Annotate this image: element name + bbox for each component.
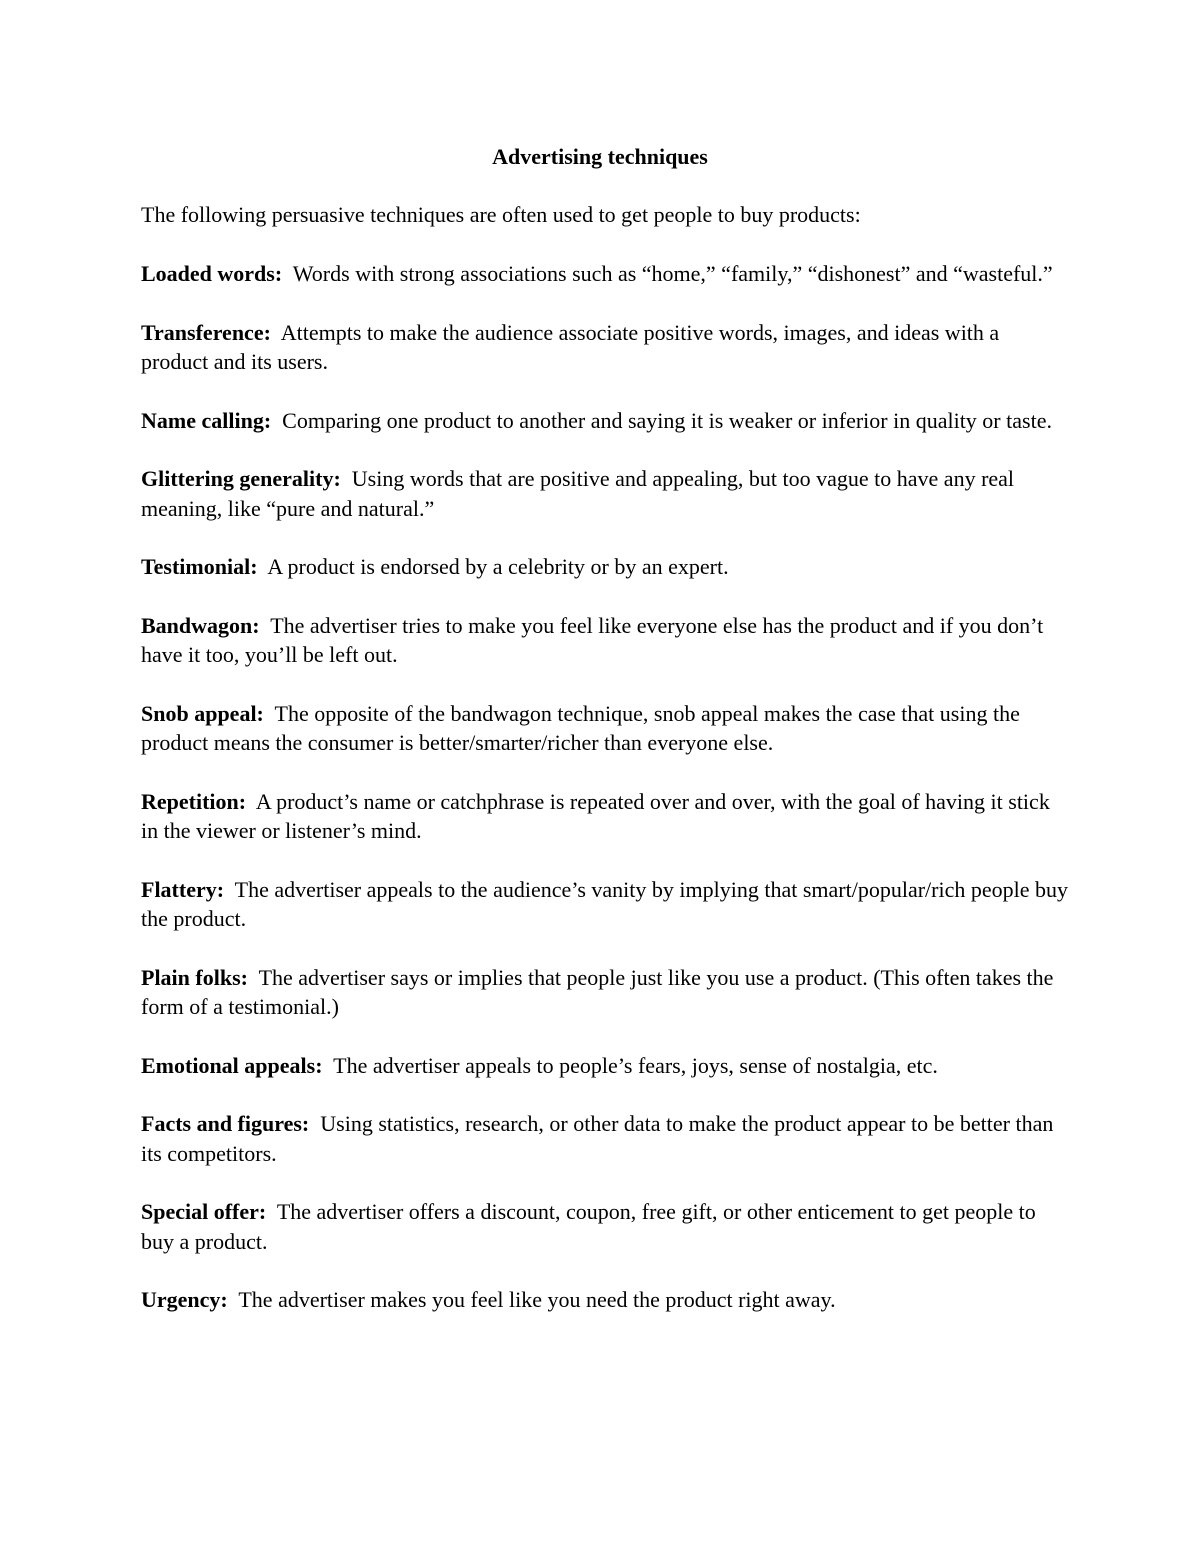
technique-term: Urgency: bbox=[141, 1287, 228, 1312]
technique-definition: Using words that are positive and appealing, but too vague to have any real meaning, like “pure and natural.” bbox=[141, 466, 1015, 521]
technique-item bbox=[141, 787, 1071, 846]
technique-term: Emotional appeals: bbox=[141, 1052, 323, 1078]
technique-definition: The advertiser appeals to people’s fears, joys, sense of nostalgia, etc. bbox=[333, 1052, 938, 1078]
technique-term: Flattery: bbox=[141, 876, 225, 902]
technique-term: Snob appeal: bbox=[141, 700, 264, 726]
technique-definition: The advertiser offers a discount, coupon, free gift, or other enticement to get people to buy a product. bbox=[141, 1199, 1036, 1254]
technique-item bbox=[141, 1197, 1071, 1256]
intro-paragraph: The following persuasive techniques are often used to get people to buy products: bbox=[141, 202, 861, 227]
technique-term: Bandwagon: bbox=[141, 612, 260, 638]
technique-definition: A product is endorsed by a celebrity or by an expert. bbox=[267, 554, 729, 579]
technique-term: Glittering generality: bbox=[141, 466, 341, 491]
technique-definition: Words with strong associations such as “home,” “family,” “dishonest” and “wasteful.” bbox=[292, 261, 1053, 286]
technique-definition: The opposite of the bandwagon technique, snob appeal makes the case that using the product means the consumer is better/smarter/richer than everyone else. bbox=[141, 700, 1020, 755]
technique-definition: The advertiser says or implies that people just like you use a product. (This often takes the form of a testimonial.) bbox=[141, 964, 1054, 1019]
technique-list bbox=[141, 259, 1071, 1344]
technique-term: Transference: bbox=[141, 319, 271, 345]
technique-term: Plain folks: bbox=[141, 964, 248, 990]
technique-definition: Attempts to make the audience associate positive words, images, and ideas with a product and its users. bbox=[141, 319, 1000, 374]
technique-definition: The advertiser appeals to the audience’s vanity by implying that smart/popular/rich people buy the product. bbox=[141, 876, 1068, 931]
technique-definition: A product’s name or catchphrase is repeated over and over, with the goal of having it stick in the viewer or listener’s mind. bbox=[141, 788, 1050, 843]
technique-item bbox=[141, 406, 1071, 436]
technique-item bbox=[141, 318, 1071, 377]
technique-item bbox=[141, 259, 1071, 289]
technique-term: Repetition: bbox=[141, 788, 247, 814]
technique-item bbox=[141, 552, 1071, 582]
technique-definition: Using statistics, research, or other data to make the product appear to be better than its competitors. bbox=[141, 1111, 1054, 1166]
technique-definition: The advertiser makes you feel like you need the product right away. bbox=[238, 1287, 836, 1312]
technique-item bbox=[141, 1051, 1071, 1081]
technique-term: Facts and figures: bbox=[141, 1111, 310, 1136]
technique-item bbox=[141, 464, 1071, 523]
technique-term: Special offer: bbox=[141, 1199, 267, 1224]
technique-item bbox=[141, 1285, 1071, 1315]
technique-item bbox=[141, 875, 1071, 934]
technique-definition: The advertiser tries to make you feel like everyone else has the product and if you don’t have it too, you’ll be left out. bbox=[141, 612, 1044, 667]
technique-term: Testimonial: bbox=[141, 554, 258, 579]
technique-item bbox=[141, 699, 1071, 758]
document-title: Advertising techniques bbox=[492, 144, 708, 169]
technique-item bbox=[141, 963, 1071, 1022]
technique-item bbox=[141, 1109, 1071, 1168]
technique-term: Loaded words: bbox=[141, 261, 283, 286]
technique-definition: Comparing one product to another and saying it is weaker or inferior in quality or taste. bbox=[282, 407, 1052, 433]
technique-item bbox=[141, 611, 1071, 670]
technique-term: Name calling: bbox=[141, 407, 272, 433]
